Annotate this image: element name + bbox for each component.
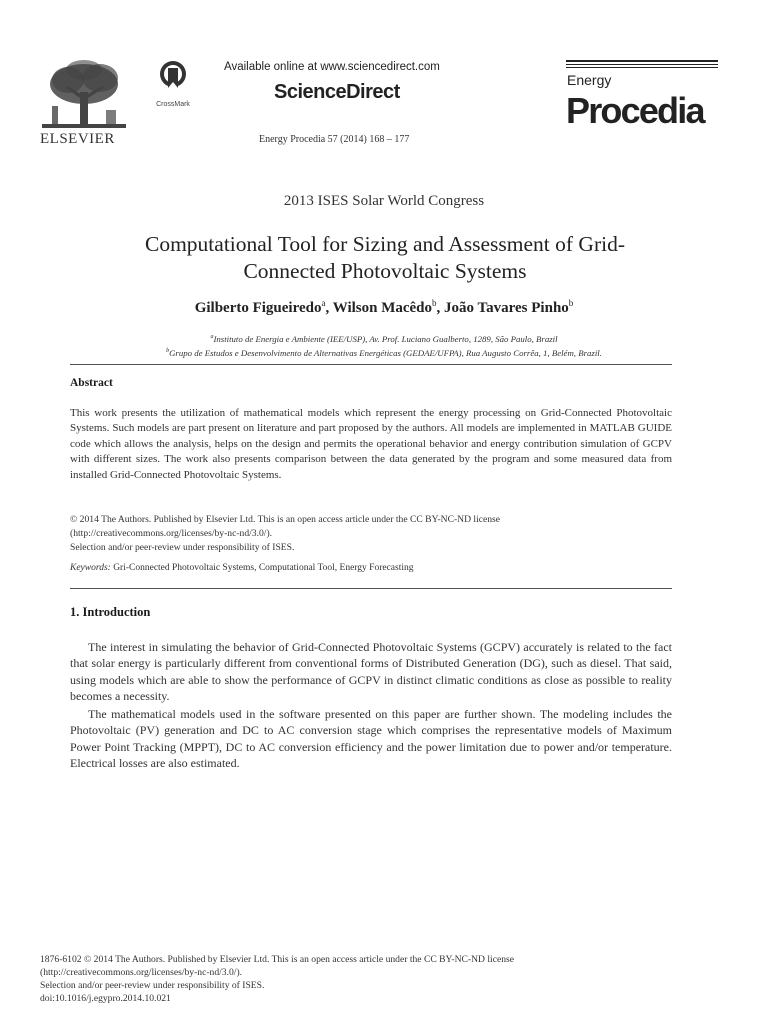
paragraph: The interest in simulating the behavior of Grid-Connected Photovoltaic Systems (GCPV) accurately is related to the fact that solar energy is particularly different from conventional forms of Distributed Generation (DG), such as diesel. That said, using models which are able to show the performance of GCPV in distinct climatic conditions as close as possible to reality becomes a necessity. — [70, 640, 672, 703]
author-name: Gilberto Figueiredo — [194, 300, 322, 316]
divider — [70, 588, 672, 589]
footer-issn-license: 1876-6102 © 2014 The Authors. Published by Elsevier Ltd. This is an open access article under the CC BY-NC-ND license — [40, 954, 515, 965]
title-line: Computational Tool for Sizing and Assessment of Grid- — [144, 232, 625, 256]
affiliation — [0, 348, 768, 358]
affiliation-text: Instituto de Energia e Ambiente (IEE/USP), Av. Prof. Luciano Gualberto, 1289, São Paulo, Brazil — [213, 334, 558, 344]
author-affiliation-mark: b — [432, 298, 437, 308]
keywords-label: Keywords: — [70, 563, 111, 573]
abstract-text: This work presents the utilization of mathematical models which represent the energy processing on Grid-Connected Photovoltaic Systems. Such models are part present on literature and part proposed by the authors. All models are implemented in MATLAB GUIDE code which allows the analysis, helps on the design and permits the operational behavior and energy contribution simulation of GCPV with different sizes. The work also presents comparison between the data generated by the program and some measured data from installed Grid-Connected Photovoltaic Systems. — [70, 407, 672, 481]
publisher-name: ELSEVIER — [40, 131, 115, 147]
affiliation-mark: b — [166, 348, 170, 355]
author-list — [0, 298, 768, 317]
author-separator: , — [325, 300, 333, 316]
author-affiliation-mark: a — [321, 298, 326, 308]
keywords-text: Gri-Connected Photovoltaic Systems, Computational Tool, Energy Forecasting — [113, 563, 414, 573]
footer-peer-review: Selection and/or peer-review under responsibility of ISES. — [40, 980, 265, 991]
license-notice: © 2014 The Authors. Published by Elsevier Ltd. This is an open access article under the CC BY-NC-ND license — [70, 514, 501, 525]
divider — [70, 364, 672, 365]
author-name: João Tavares Pinho — [444, 300, 569, 316]
license-link[interactable]: (http://creativecommons.org/licenses/by-nc-nd/3.0/). — [70, 528, 273, 539]
conference-name: 2013 ISES Solar World Congress — [283, 193, 485, 209]
journal-name-energy: Energy — [567, 72, 612, 88]
keywords — [70, 563, 414, 573]
paragraph: The mathematical models used in the software presented on this paper are further shown. The modeling includes the Photovoltaic (PV) generation and DC to AC conversion stage which comprises the representative models of Maximum Power Point Tracking (MPPT), DC to AC conversion efficiency and the power limitation due to power and/or temperature. Electrical losses are also estimated. — [70, 707, 672, 770]
affiliation-text: Grupo de Estudos e Desenvolvimento de Alternativas Energéticas (GEDAE/UFPA), Rua Augusto Corrêa, 1, Belém, Brazil. — [169, 348, 602, 358]
sciencedirect-logo[interactable]: ScienceDirect — [274, 81, 400, 103]
author-name: Wilson Macêdo — [332, 300, 433, 316]
journal-logo-rule — [566, 67, 718, 68]
affiliation-mark: a — [210, 334, 214, 341]
available-online-text: Available online at www.sciencedirect.com — [224, 61, 440, 73]
affiliation — [0, 334, 768, 344]
section-heading: 1. Introduction — [70, 605, 151, 619]
journal-logo-rule — [566, 60, 718, 62]
journal-reference: Energy Procedia 57 (2014) 168 – 177 — [259, 134, 410, 145]
journal-logo-rule — [566, 64, 718, 65]
crossmark-badge[interactable] — [150, 60, 196, 108]
footer-license-link[interactable]: (http://creativecommons.org/licenses/by-nc-nd/3.0/). — [40, 967, 243, 978]
abstract-heading: Abstract — [70, 377, 113, 389]
crossmark-icon — [158, 60, 188, 94]
author-separator: , — [436, 300, 445, 316]
paper-title — [90, 231, 680, 285]
journal-name-procedia: Procedia — [566, 90, 704, 131]
peer-review-notice: Selection and/or peer-review under responsibility of ISES. — [70, 542, 295, 553]
title-line: Connected Photovoltaic Systems — [243, 259, 527, 283]
footer-doi[interactable]: doi:10.1016/j.egypro.2014.10.021 — [40, 993, 171, 1004]
author-affiliation-mark: b — [568, 298, 574, 308]
journal-logo — [566, 60, 718, 140]
crossmark-label: CrossMark — [156, 101, 190, 108]
